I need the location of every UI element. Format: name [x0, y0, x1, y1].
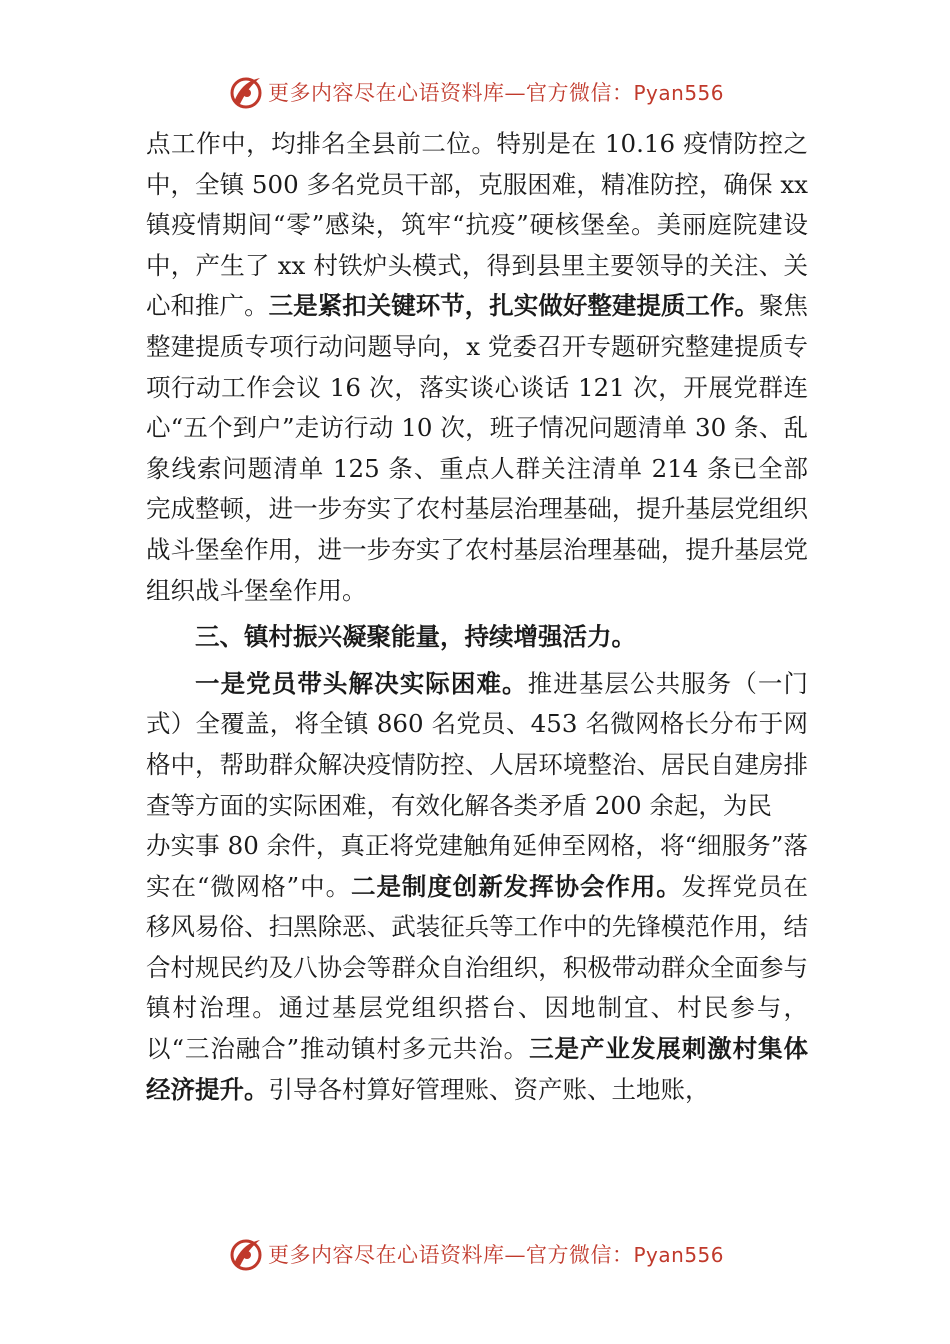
brush-circle-logo-icon	[226, 72, 266, 112]
watermark-banner-top	[0, 70, 950, 114]
watermark-text: 更多内容尽在心语资料库—官方微信：Pyan556	[267, 81, 724, 105]
watermark-banner-bottom	[0, 1232, 950, 1276]
brush-circle-logo-icon	[226, 1234, 266, 1274]
watermark-text: 更多内容尽在心语资料库—官方微信：Pyan556	[267, 1243, 724, 1267]
section-heading-3: 三、镇村振兴凝聚能量，持续增强活力。	[195, 622, 636, 652]
paragraph-1: 点工作中，均排名全县前二位。特别是在 10.16 疫情防控之中，全镇 500 多名党员干部，克服困难，精准防控，确保 xx 镇疫情期间“零”感染，筑牢“抗疫”硬核堡垒。美丽庭院建设中，产生了 xx 村铁炉头模式，得到县里主要领导的关注、关心和推广。三是紧扣关键环节，扎实做好整建提质工作。聚焦整建提质专项行动问题导向，x 党委召开专题研究整建提质专项行动工作会议 16 次，落实谈心谈话 121 次，开展党群连心“五个到户”走访行动 10 次，班子情况问题清单 30 条、乱象线索问题清单 125 条、重点人群关注清单 214 条已全部完成整顿，进一步夯实了农村基层治理基础，提升基层党组织战斗堡垒作用，进一步夯实了农村基层治理基础，提升基层党组织战斗堡垒作用。	[146, 129, 809, 605]
paragraph-2: 一是党员带头解决实际困难。推进基层公共服务（一门式）全覆盖，将全镇 860 名党员、453 名微网格长分布于网格中，帮助群众解决疫情防控、人居环境整治、居民自建房排查等方面的实际困难，有效化解各类矛盾 200 余起，为民	[146, 668, 809, 820]
paragraph-3: 办实事 80 余件，真正将党建触角延伸至网格，将“细服务”落实在“微网格”中。二是制度创新发挥协会作用。发挥党员在移风易俗、扫黑除恶、武装征兵等工作中的先锋模范作用，结合村规民约及八协会等群众自治组织，积极带动群众全面参与镇村治理。通过基层党组织搭台、因地制宜、村民参与，以“三治融合”推动镇村多元共治。三是产业发展刺激村集体经济提升。引导各村算好管理账、资产账、土地账，	[146, 831, 808, 1104]
document-body	[146, 124, 808, 1110]
